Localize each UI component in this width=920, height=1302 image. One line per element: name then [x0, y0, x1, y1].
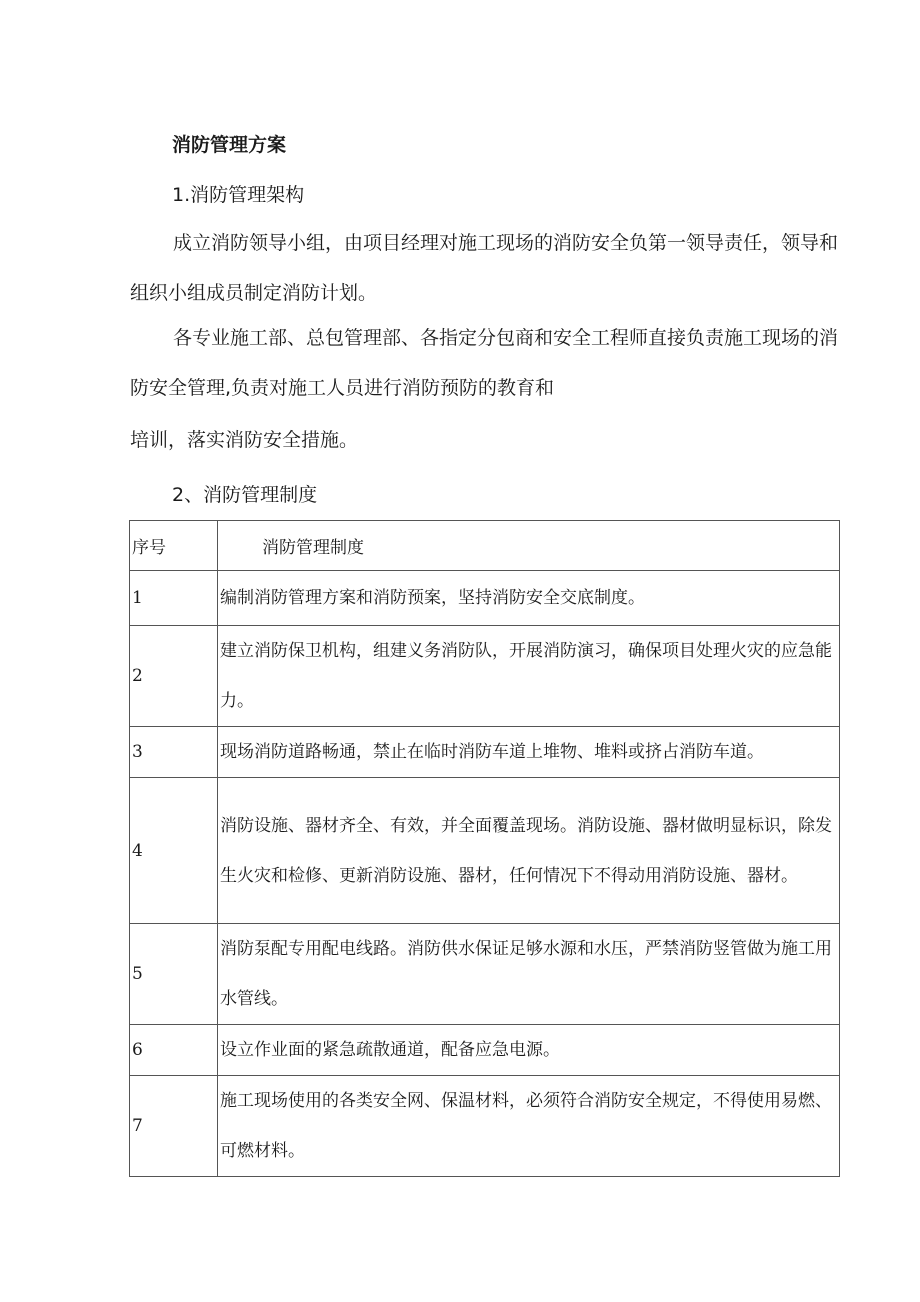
table-row	[130, 1025, 840, 1076]
table-row	[130, 778, 840, 924]
table-row	[130, 924, 840, 1025]
row-text: 建立消防保卫机构，组建义务消防队，开展消防演习，确保项目处理火灾的应急能力。	[218, 626, 840, 727]
section-heading-2: 2、消防管理制度	[172, 484, 318, 506]
table-row	[130, 571, 840, 626]
document-title: 消防管理方案	[172, 134, 287, 156]
row-text: 设立作业面的紧急疏散通道，配备应急电源。	[218, 1025, 840, 1076]
row-number: 5	[130, 924, 218, 1025]
table-row	[130, 727, 840, 778]
paragraph-2: 各专业施工部、总包管理部、各指定分包商和安全工程师直接负责施工现场的消防安全管理,负责对施工人员进行消防预防的教育和	[130, 327, 839, 399]
row-number: 6	[130, 1025, 218, 1076]
row-text: 消防泵配专用配电线路。消防供水保证足够水源和水压，严禁消防竖管做为施工用水管线。	[218, 924, 840, 1025]
paragraph-1: 成立消防领导小组，由项目经理对施工现场的消防安全负第一领导责任，领导和组织小组成员制定消防计划。	[130, 232, 839, 304]
table-row	[130, 1076, 840, 1177]
header-seq: 序号	[130, 521, 218, 571]
row-number: 7	[130, 1076, 218, 1177]
row-number: 3	[130, 727, 218, 778]
row-number: 2	[130, 626, 218, 727]
section-heading-1: 1.消防管理架构	[172, 184, 305, 206]
fire-management-table	[129, 520, 840, 1177]
row-number: 4	[130, 778, 218, 924]
row-text: 现场消防道路畅通，禁止在临时消防车道上堆物、堆料或挤占消防车道。	[218, 727, 840, 778]
row-number: 1	[130, 571, 218, 626]
row-text: 编制消防管理方案和消防预案，坚持消防安全交底制度。	[218, 571, 840, 626]
header-rule: 消防管理制度	[218, 521, 840, 571]
row-text: 施工现场使用的各类安全网、保温材料，必须符合消防安全规定，不得使用易燃、可燃材料。	[218, 1076, 840, 1177]
table-header-row	[130, 521, 840, 571]
paragraph-2-continued: 培训，落实消防安全措施。	[130, 429, 359, 451]
row-text: 消防设施、器材齐全、有效，并全面覆盖现场。消防设施、器材做明显标识，除发生火灾和检修、更新消防设施、器材，任何情况下不得动用消防设施、器材。	[218, 778, 840, 924]
table-row	[130, 626, 840, 727]
